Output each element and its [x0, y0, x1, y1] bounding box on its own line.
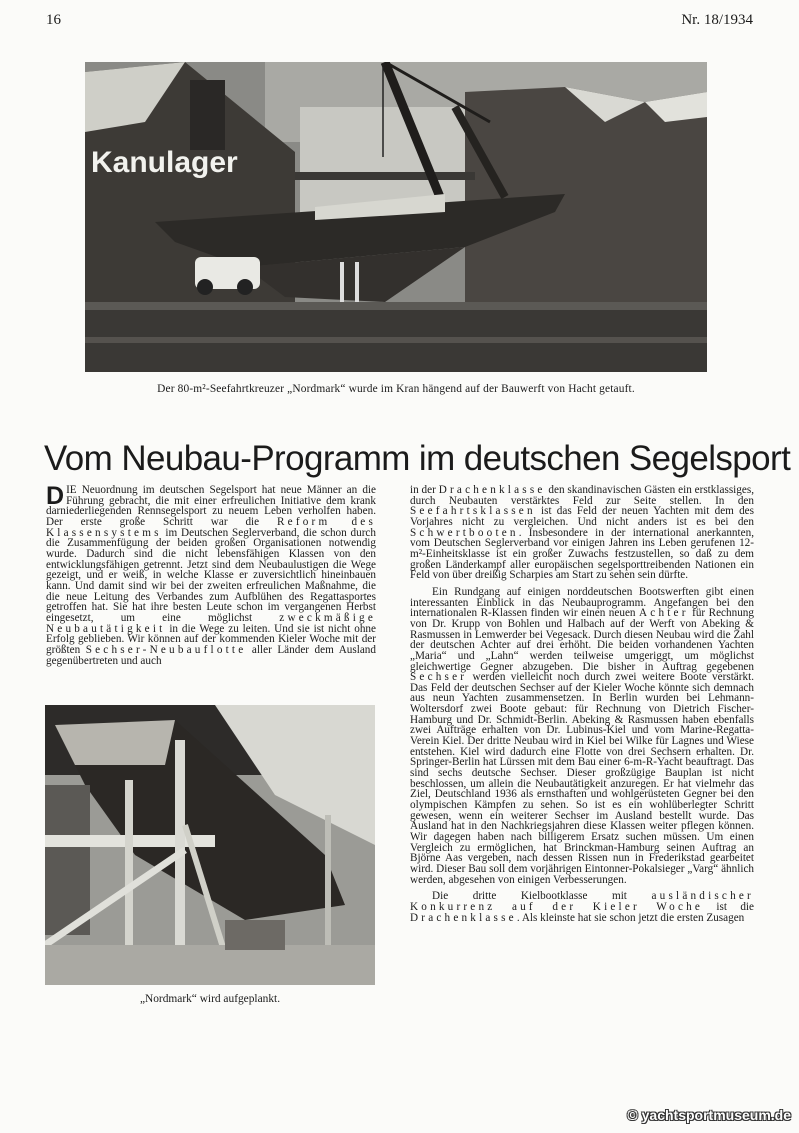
drop-cap: D: [46, 482, 65, 510]
paragraph: [46, 482, 376, 667]
text-run: IE Neuordnung im deutschen Segelsport hat neue Männer an die Führung gebracht, die mit einer erfreulichen Initiative dem krank darniederliegenden Rennsegelsport zu neuem Leben verholfen haben. Der erste große Schritt war die: [46, 484, 376, 528]
text-run: Ein Rundgang auf einigen norddeutschen Bootswerften gibt einen interessanten Einblick in das Neubauprogramm. Angefangen bei den internationalen R-Klassen finden wir einen neuen: [410, 585, 754, 620]
article-column-right: [410, 485, 754, 923]
emphasis-spaced: Seefahrtsklassen: [410, 505, 536, 518]
text-run: ist die: [703, 900, 754, 913]
text-run: ist das Feld der neuen Yachten mit dem des Vorjahres nicht zu vergleichen. Und nicht anders ist es bei den: [410, 505, 754, 528]
paragraph: [410, 891, 754, 923]
article-headline: Vom Neubau-Programm im deutschen Segelsport: [44, 438, 791, 478]
paragraph: [410, 485, 754, 581]
watermark: © yachtsportmuseum.de: [627, 1107, 791, 1123]
text-run: in die Wege zu leiten. Und sie ist nicht ohne Erfolg geblieben. Wir können auf der kommenden Kieler Woche mit der größten: [46, 622, 376, 656]
emphasis-spaced: Sechser-Neubauflotte: [85, 643, 247, 656]
emphasis-spaced: Achter: [639, 607, 689, 620]
text-run: werden vielleicht noch durch zwei weitere Boote verstärkt. Das Feld der deutschen Sechser auf der Kieler Woche könnte sich demnach aus neun Yachten zusammensetzen. In Berlin wurden bei Lehmann-Woltersdorf zwei Boote gebaut: für Rechnung von Dietrich Fischer-Hamburg und Dr. Schmidt-Berlin. Abeking & Rasmussen haben ebenfalls zwei Aufträge erhalten von Dr. Lubinus-Kiel und vom Marine-Regatta-Verein Kiel. Der dritte Neubau wird in Kiel bei Wilke für Lagnes und Wiese entstehen. Kiel wird dadurch eine Flotte von drei Sechsern erhalten. Dr. Springer-Berlin hat Lürssen mit dem Bau einer 6-m-R-Yacht beauftragt. Das sind sechs deutsche Sechser. Dieser großzügige Bauplan ist nicht beschlossen, um allein die Neubautätigkeit anzuregen. Er hat vielmehr das Ziel, Deutschland 1936 als ernsthaften und wohlgerüsteten Gegner bei den olympischen Kämpfen zu sehen. So ist es ein wohlüberlegter Schritt gewesen, wenn ein weiterer Sechser im Ausland bestellt wurde. Das Ausland hat in den Nachkriegsjahren diese Klassen weiter pflegen können. Wir dagegen haben nach billigerem Ersatz suchen müssen. Um einen Vergleich zu ermöglichen, hat Brinckman-Hamburg seinen Auftrag an Björne Aas vergeben, nach dessen Rissen nun in Frederikstad gearbeitet wird. Dieser Bau soll dem vorjährigen Eintonner-Pokalsieger „Varg“ ähnlich werden, abgesehen von einigen Verbesserungen.: [410, 671, 754, 886]
emphasis-spaced: Reform des Klassensystems: [46, 515, 376, 539]
page-number: 16: [46, 12, 61, 28]
kanulager-sign: Kanulager: [91, 146, 238, 179]
issue-number: Nr. 18/1934: [681, 12, 753, 28]
paragraph: [410, 587, 754, 885]
article-column-left: [46, 482, 376, 667]
emphasis-spaced: Drachenklasse: [438, 484, 546, 496]
text-run: . Als kleinste hat sie schon jetzt die ersten Zusagen: [516, 911, 745, 924]
text-run: Die dritte Kielbootklasse mit: [432, 890, 652, 903]
text-run: für Rechnung von Dr. Krupp von Bohlen und Halbach auf der Werft von Abeking & Rasmussen in Lemwerder bei Vegesack. Durch diesen Neubau wird die Zahl der deutschen Achter auf drei erhöht. Die beiden vorhandenen Yachten „Maria“ und „Lahn“ werden teilweise umgeriggt, um möglichst gleichwertige Gegner abzugeben. Die bisher in Auftrag gegebenen: [410, 607, 754, 673]
text-run: den skandinavischen Gästen ein erstklassiges, durch Neubauten verstärktes Feld zur Seite stellen. In den: [410, 484, 754, 507]
emphasis-spaced: Sechser: [410, 671, 468, 684]
photo-caption-bottom: „Nordmark“ wird aufgeplankt.: [139, 993, 281, 1005]
photo-yacht-in-crane: [85, 62, 707, 372]
emphasis-spaced: Schwertbooten: [410, 526, 519, 539]
text-run: aller Länder dem Ausland gegenübertreten und auch: [46, 643, 376, 667]
photo-caption-top: Der 80-m²-Seefahrtkreuzer „Nordmark“ wurde im Kran hängend auf der Bauwerft von Hacht getauft.: [157, 383, 635, 395]
text-run: in der: [410, 484, 439, 496]
text-run: . Insbesondere in der international anerkannten, vom Deutschen Seglerverband vor einigen Jahren ins Leben gerufenen 12-m²-Einheitsklasse ist ein großer Zuwachs festzustellen, so daß zu dem großen Länderkampf aller europäischen segelsporttreibenden Nationen ein Feld von über dreißig Scharpies am Start zu sehen sein dürfte.: [410, 526, 754, 582]
emphasis-spaced: zweckmäßige Neubautätigkeit: [46, 611, 376, 635]
emphasis-spaced: Drachenklasse: [410, 911, 517, 924]
text-run: im Deutschen Seglerverband, die schon durch die Zusammenfügung der beiden großen Organisationen notwendig wurde. Dadurch sind die nicht lebensfähigen Klassen von den entwicklungsfähigen getrennt. Jetzt sind dem Neubaulustigen die Wege gezeigt, und er weiß, in welche Klasse er zuversichtlich hineinbauen kann. Und damit sind wir bei der zweiten erfreulichen Maßnahme, die die neue Leitung des Verbandes zum Aufblühen des Regattasportes getroffen hat. Sie hat ihre besten Leute schon im vergangenen Herbst eingesetzt, um eine möglichst: [46, 526, 376, 624]
photo-hull-planking: [45, 705, 375, 985]
emphasis-spaced: ausländischer Konkurrenz auf der Kieler Woche: [410, 890, 754, 913]
